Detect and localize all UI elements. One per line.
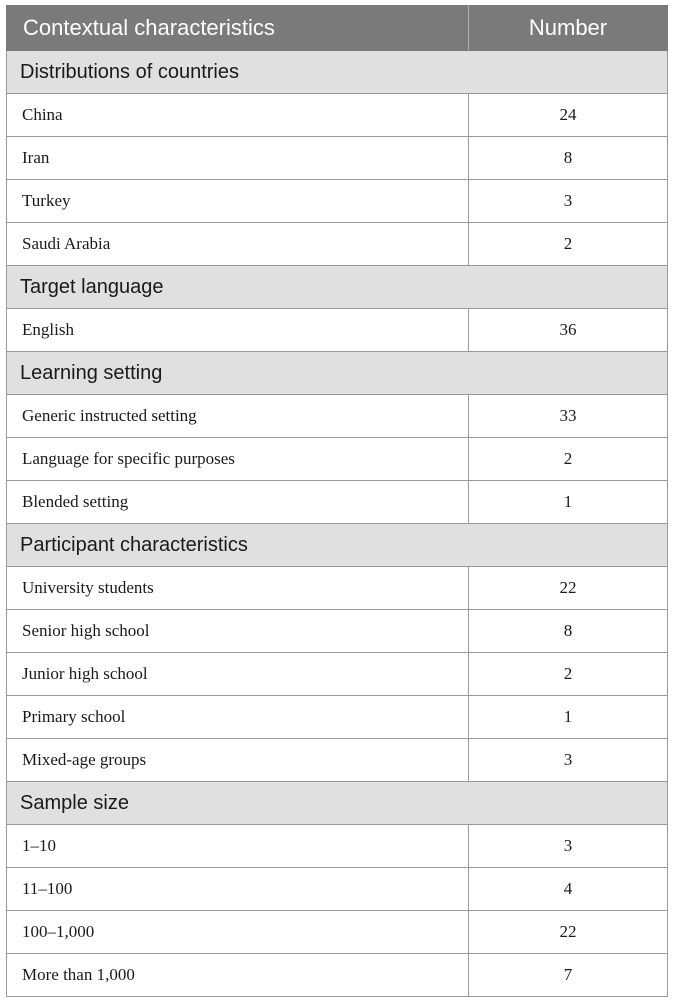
section-row [7, 266, 668, 309]
row-label: More than 1,000 [7, 954, 469, 997]
section-row [7, 352, 668, 395]
table-row [7, 954, 668, 997]
table-row [7, 438, 668, 481]
table-row [7, 223, 668, 266]
header-row [7, 6, 668, 51]
table-row [7, 567, 668, 610]
table-body [7, 51, 668, 997]
row-label: English [7, 309, 469, 352]
row-value: 3 [469, 825, 668, 868]
row-label: Iran [7, 137, 469, 180]
table-row [7, 481, 668, 524]
section-title: Participant characteristics [7, 524, 668, 567]
row-value: 8 [469, 137, 668, 180]
table-row [7, 825, 668, 868]
row-label: Turkey [7, 180, 469, 223]
section-title: Learning setting [7, 352, 668, 395]
row-label: 11–100 [7, 868, 469, 911]
row-value: 3 [469, 739, 668, 782]
row-label: Blended setting [7, 481, 469, 524]
row-label: Senior high school [7, 610, 469, 653]
row-label: Mixed-age groups [7, 739, 469, 782]
table-row [7, 653, 668, 696]
row-value: 7 [469, 954, 668, 997]
section-row [7, 51, 668, 94]
table-row [7, 395, 668, 438]
table-row [7, 137, 668, 180]
section-row [7, 524, 668, 567]
row-label: Primary school [7, 696, 469, 739]
section-title: Distributions of countries [7, 51, 668, 94]
table-row [7, 911, 668, 954]
characteristics-table [6, 5, 668, 997]
table-row [7, 739, 668, 782]
row-value: 36 [469, 309, 668, 352]
table-row [7, 610, 668, 653]
row-label: 100–1,000 [7, 911, 469, 954]
row-label: Language for specific purposes [7, 438, 469, 481]
section-title: Sample size [7, 782, 668, 825]
table-row [7, 309, 668, 352]
row-value: 1 [469, 481, 668, 524]
row-value: 22 [469, 567, 668, 610]
row-value: 33 [469, 395, 668, 438]
row-value: 2 [469, 223, 668, 266]
row-label: China [7, 94, 469, 137]
row-value: 22 [469, 911, 668, 954]
table-row [7, 868, 668, 911]
row-value: 4 [469, 868, 668, 911]
row-label: Generic instructed setting [7, 395, 469, 438]
row-label: Saudi Arabia [7, 223, 469, 266]
table-row [7, 180, 668, 223]
table-row [7, 696, 668, 739]
header-number: Number [469, 6, 668, 51]
table-header [7, 6, 668, 51]
table-row [7, 94, 668, 137]
row-value: 3 [469, 180, 668, 223]
header-characteristics: Contextual characteristics [7, 6, 469, 51]
section-title: Target language [7, 266, 668, 309]
section-row [7, 782, 668, 825]
row-value: 2 [469, 653, 668, 696]
row-label: Junior high school [7, 653, 469, 696]
row-value: 24 [469, 94, 668, 137]
row-label: 1–10 [7, 825, 469, 868]
row-label: University students [7, 567, 469, 610]
characteristics-table-container [6, 5, 667, 997]
row-value: 8 [469, 610, 668, 653]
row-value: 2 [469, 438, 668, 481]
row-value: 1 [469, 696, 668, 739]
